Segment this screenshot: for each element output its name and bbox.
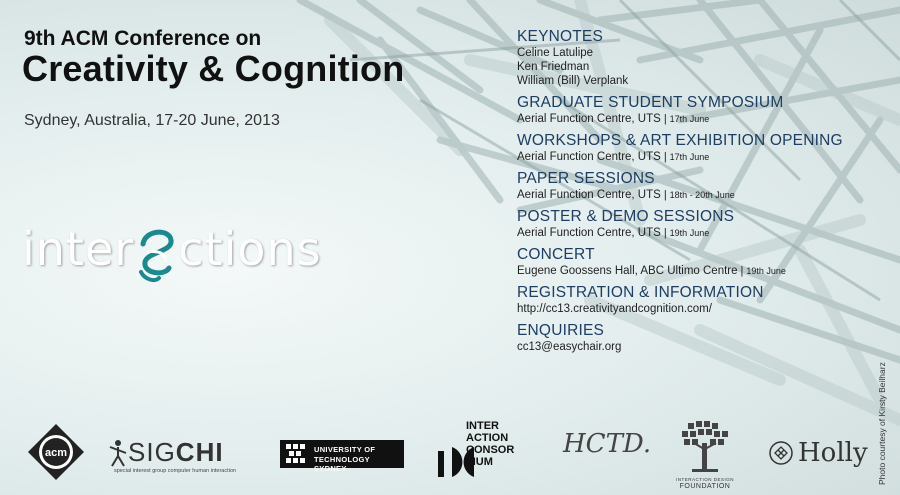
date: 19th June [669, 228, 710, 238]
iac-line4: TIUM [466, 456, 493, 468]
holly-wordmark: Holly [798, 438, 868, 468]
registration-url: http://cc13.creativityandcognition.com/ [517, 303, 712, 315]
sigchi-word-sig: SIG [128, 437, 176, 467]
section-detail [517, 264, 897, 278]
venue: Aerial Function Centre, UTS [517, 151, 661, 163]
separator: | [663, 113, 667, 125]
keynote-speaker: William (Bill) Verplank [517, 75, 629, 87]
separator: | [740, 265, 744, 277]
keynote-speaker: Ken Friedman [517, 61, 590, 73]
section-detail [517, 188, 897, 202]
figure-icon [108, 438, 128, 468]
venue: Aerial Function Centre, UTS [517, 227, 661, 239]
holly-logo [768, 438, 868, 468]
section-heading: CONCERT [517, 246, 595, 263]
uts-line1: UNIVERSITY OF [314, 445, 376, 454]
section-heading: WORKSHOPS & ART EXHIBITION OPENING [517, 132, 843, 149]
idf-line1: INTERACTION DESIGN [675, 477, 734, 482]
date: 19th June [746, 266, 786, 276]
separator: | [663, 151, 667, 163]
interaction-consortium-logo [438, 421, 538, 481]
section-heading: ENQUIRIES [517, 322, 605, 339]
uts-emblem-icon [284, 442, 308, 466]
conference-edition: 9th ACM Conference on [24, 27, 262, 50]
section-detail [517, 226, 897, 240]
uts-logo [280, 440, 404, 473]
date: 17th June [669, 114, 710, 124]
sigchi-word-chi: CHI [175, 437, 224, 467]
date: 17th June [669, 152, 710, 162]
section-detail [517, 150, 897, 164]
separator: | [663, 189, 667, 201]
photo-credit: Photo courtesy of Kirsty Beilharz [877, 362, 887, 485]
program-section-symposium [517, 94, 897, 126]
hctd-logo: HCTD. [563, 429, 652, 459]
sigchi-logo [108, 437, 236, 474]
section-heading: POSTER & DEMO SESSIONS [517, 208, 735, 225]
iac-line1: INTER [466, 420, 499, 432]
holly-mark-icon [768, 440, 794, 466]
interactions-brand [22, 222, 342, 292]
section-heading: GRADUATE STUDENT SYMPOSIUM [517, 94, 784, 111]
iac-line2: ACTION [466, 432, 509, 444]
date: 18th - 20th June [669, 190, 735, 200]
brand-pre: inter [22, 222, 135, 276]
idf-line2: FOUNDATION [679, 483, 731, 490]
sponsor-logo-strip [0, 405, 900, 490]
program-section-workshops [517, 132, 897, 164]
interactions-swirl-icon [135, 222, 181, 284]
section-heading: KEYNOTES [517, 28, 604, 45]
program-section-enquiries [517, 322, 897, 354]
iac-line3: CONSOR [466, 444, 515, 456]
conference-location: Sydney, Australia, 17-20 June, 2013 [24, 112, 280, 129]
section-detail [517, 112, 897, 126]
venue: Aerial Function Centre, UTS [517, 113, 661, 125]
enquiries-email: cc13@easychair.org [517, 341, 622, 353]
acm-logo-text: acm [44, 447, 68, 459]
interaction-design-foundation-logo [670, 419, 740, 489]
acm-logo [27, 423, 85, 481]
program-list [517, 28, 897, 360]
brand-post: ctions [178, 222, 322, 276]
program-section-keynotes [517, 28, 897, 88]
separator: | [663, 227, 667, 239]
program-section-concert [517, 246, 897, 278]
sigchi-subtitle: special interest group computer human interaction [114, 468, 236, 474]
program-section-registration [517, 284, 897, 316]
conference-title: Creativity & Cognition [22, 48, 405, 89]
section-heading: REGISTRATION & INFORMATION [517, 284, 764, 301]
venue: Aerial Function Centre, UTS [517, 189, 661, 201]
tree-icon [670, 419, 740, 475]
keynote-speaker: Celine Latulipe [517, 47, 594, 59]
uts-line2: TECHNOLOGY SYDNEY [314, 455, 370, 473]
venue: Eugene Goossens Hall, ABC Ultimo Centre [517, 265, 738, 277]
section-heading: PAPER SESSIONS [517, 170, 655, 187]
program-section-posters [517, 208, 897, 240]
program-section-papers [517, 170, 897, 202]
